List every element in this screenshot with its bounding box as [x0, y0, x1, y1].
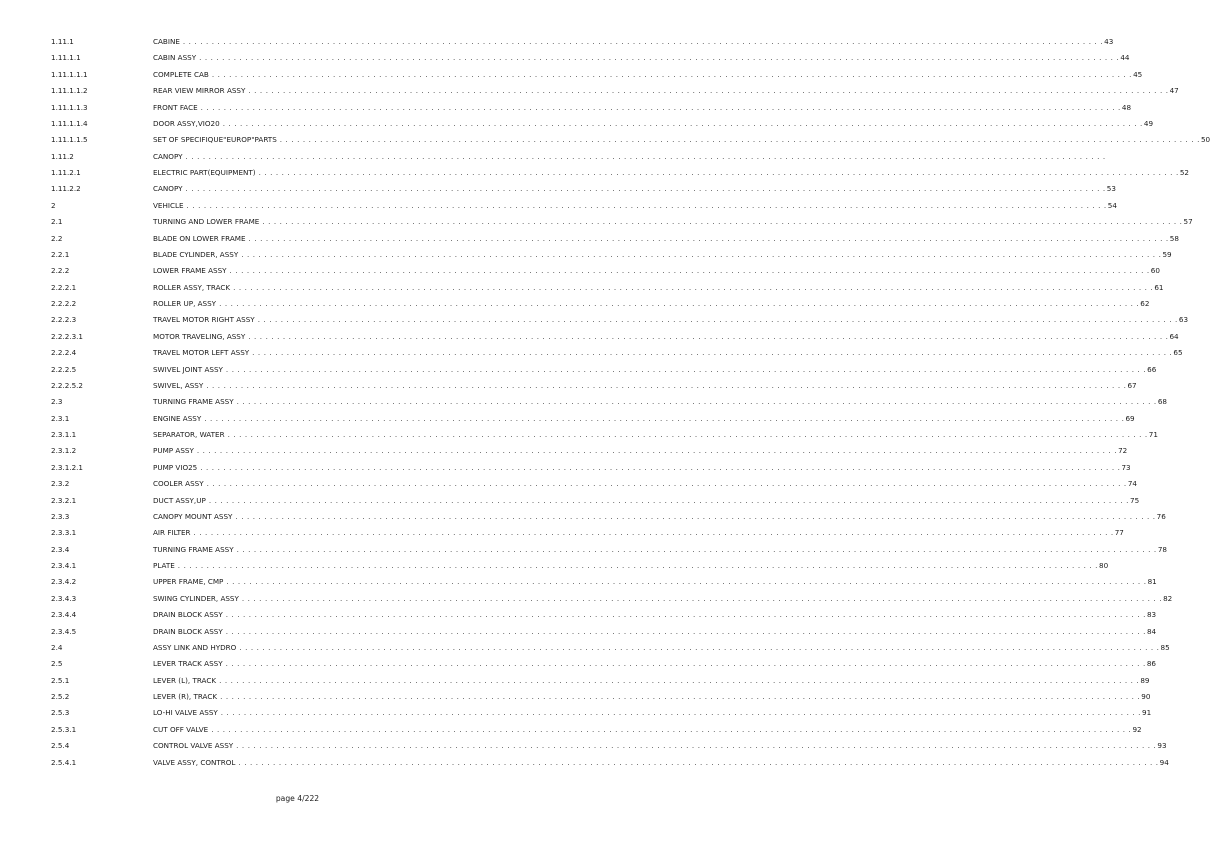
- toc-row[interactable]: [0, 198, 1117, 214]
- toc-page-number: 44: [1120, 53, 1130, 63]
- toc-section-number: 2.2: [51, 233, 63, 243]
- toc-section-title: CANOPY: [153, 184, 183, 194]
- toc-row[interactable]: [0, 705, 1152, 721]
- toc-page-number: 62: [1140, 299, 1150, 308]
- toc-section-title: PUMP VIO25: [153, 462, 198, 472]
- toc-section-title: CABINE: [153, 37, 180, 46]
- toc-section-number: 1.11.2.1: [51, 168, 81, 177]
- toc-row[interactable]: [0, 722, 1142, 738]
- toc-dot-leader: . . . . . . . . . . . . . . . . . . . . . . . . . . . . . . . . . . . . . . . . . . . . . . . . . . . . . . . . . . . . . . . . . . . . . . . . . . . . . . . . . . . . . . . . . . . . . . . . . . . . . . . . . . . . . . . . . . . . . . . . . . . . . . . . . . . . . . . . . . . . . . . . . . . . . . . . . . . . . . . .: [241, 249, 1162, 259]
- toc-row[interactable]: [0, 50, 1130, 66]
- toc-section-number: 1.11.1.1.3: [51, 102, 88, 112]
- toc-dot-leader: . . . . . . . . . . . . . . . . . . . . . . . . . . . . . . . . . . . . . . . . . . . . . . . . . . . . . . . . . . . . . . . . . . . . . . . . . . . . . . . . . . . . . . . . . . . . . . . . . . . . . . . . . . . . . . . . . . . . . . . . . . . . . . . . . . . . . . . . . . . . . . . . . . . . . . . . . . . . . . . .: [177, 561, 1099, 570]
- toc-dot-leader: . . . . . . . . . . . . . . . . . . . . . . . . . . . . . . . . . . . . . . . . . . . . . . . . . . . . . . . . . . . . . . . . . . . . . . . . . . . . . . . . . . . . . . . . . . . . . . . . . . . . . . . . . . . . . . . . . . . . . . . . . . . . . . . . . . . . . . . . . . . . . . . . . . . . . . . . . . . . . . . .: [211, 724, 1132, 734]
- toc-page-number: 72: [1118, 446, 1128, 456]
- toc-section-title: MOTOR TRAVELING, ASSY: [153, 331, 246, 341]
- toc-row[interactable]: [0, 542, 1167, 558]
- toc-row[interactable]: [0, 247, 1172, 263]
- toc-dot-leader: . . . . . . . . . . . . . . . . . . . . . . . . . . . . . . . . . . . . . . . . . . . . . . . . . . . . . . . . . . . . . . . . . . . . . . . . . . . . . . . . . . . . . . . . . . . . . . . . . . . . . . . . . . . . . . . . . . . . . . . . . . . . . . . . . . . . . . . . . . . . . . . . . . . . . . . . . . . . . . . .: [222, 118, 1143, 128]
- toc-page-number: 66: [1147, 364, 1157, 374]
- toc-entry: [153, 542, 1167, 558]
- toc-section-title: BLADE CYLINDER, ASSY: [153, 249, 239, 259]
- toc-page-number: 60: [1150, 266, 1160, 276]
- toc-section-number: 2.2.2: [51, 266, 70, 276]
- toc-entry: [153, 493, 1140, 509]
- toc-page-number: 76: [1156, 511, 1166, 521]
- toc-page-number: 69: [1125, 413, 1135, 423]
- toc-entry: [153, 280, 1164, 296]
- toc-page-number: 89: [1140, 675, 1150, 685]
- toc-section-number: 2.3.4: [51, 544, 70, 554]
- toc-page-number: 61: [1154, 282, 1164, 292]
- toc-page-number: 58: [1169, 233, 1179, 243]
- toc-section-number: 2.3.2.1: [51, 495, 77, 505]
- toc-row[interactable]: [0, 149, 1106, 165]
- toc-entry: [153, 640, 1170, 656]
- toc-section-title: LO-HI VALVE ASSY: [153, 708, 218, 718]
- toc-dot-leader: . . . . . . . . . . . . . . . . . . . . . . . . . . . . . . . . . . . . . . . . . . . . . . . . . . . . . . . . . . . . . . . . . . . . . . . . . . . . . . . . . . . . . . . . . . . . . . . . . . . . . . . . . . . . . . . . . . . . . . . . . . . . . . . . . . . . . . . . . . . . . . . . . . . . . . . . . . . . . . . .: [227, 430, 1148, 439]
- toc-entry: [153, 296, 1150, 312]
- toc-section-number: 1.11.1.1.2: [51, 86, 88, 96]
- toc-dot-leader: . . . . . . . . . . . . . . . . . . . . . . . . . . . . . . . . . . . . . . . . . . . . . . . . . . . . . . . . . . . . . . . . . . . . . . . . . . . . . . . . . . . . . . . . . . . . . . . . . . . . . . . . . . . . . . . . . . . . . . . . . . . . . . . . . . . . . . . . . . . . . . . . . . . . . . . . . . . . . . . .: [208, 495, 1130, 505]
- toc-page-number: 92: [1132, 724, 1142, 734]
- toc-page-number: 71: [1148, 430, 1158, 439]
- toc-dot-leader: . . . . . . . . . . . . . . . . . . . . . . . . . . . . . . . . . . . . . . . . . . . . . . . . . . . . . . . . . . . . . . . . . . . . . . . . . . . . . . . . . . . . . . . . . . . . . . . . . . . . . . . . . . . . . . . . . . . . . . . . . . . . . . . . . . . . . . . . . . . . . . . . . . . . . . . . . . . . . . . .: [248, 331, 1169, 341]
- toc-dot-leader: . . . . . . . . . . . . . . . . . . . . . . . . . . . . . . . . . . . . . . . . . . . . . . . . . . . . . . . . . . . . . . . . . . . . . . . . . . . . . . . . . . . . . . . . . . . . . . . . . . . . . . . . . . . . . . . . . . . . . . . . . . . . . . . . . . . . . . . . . . . . . . . . . . . . . . . . . . . . . . . .: [219, 675, 1140, 685]
- toc-page-number: 49: [1143, 118, 1154, 128]
- toc-row[interactable]: [0, 362, 1157, 378]
- toc-entry: [153, 247, 1172, 263]
- toc-entry: [153, 705, 1152, 721]
- toc-entry: [153, 67, 1143, 83]
- toc-section-title: DRAIN BLOCK ASSY: [153, 626, 223, 636]
- toc-section-title: COOLER ASSY: [153, 479, 204, 489]
- toc-page-number: 85: [1160, 642, 1170, 652]
- toc-row[interactable]: [0, 427, 1158, 443]
- toc-section-number: 1.11.1: [51, 37, 74, 46]
- toc-row[interactable]: [0, 329, 1179, 345]
- toc-row[interactable]: [0, 460, 1131, 476]
- toc-entry: [153, 181, 1116, 197]
- toc-row[interactable]: [0, 312, 1189, 328]
- toc-entry: [153, 132, 1210, 148]
- toc-dot-leader: . . . . . . . . . . . . . . . . . . . . . . . . . . . . . . . . . . . . . . . . . . . . . . . . . . . . . . . . . . . . . . . . . . . . . . . . . . . . . . . . . . . . . . . . . . . . . . . . . . . . . . . . . . . . . . . . . . . . . . . . . . . . . . . . . . . . . . . . . . . . . . . . . . . . . . . . . . . . . . . .: [225, 610, 1146, 620]
- toc-section-title: LOWER FRAME ASSY: [153, 266, 227, 276]
- toc-row[interactable]: [0, 100, 1132, 116]
- toc-entry: [153, 738, 1167, 754]
- toc-page-number: 45: [1133, 69, 1143, 79]
- toc-page-number: 47: [1169, 86, 1179, 96]
- page-number-footer: page 4/222: [275, 794, 320, 803]
- toc-dot-leader: . . . . . . . . . . . . . . . . . . . . . . . . . . . . . . . . . . . . . . . . . . . . . . . . . . . . . . . . . . . . . . . . . . . . . . . . . . . . . . . . . . . . . . . . . . . . . . . . . . . . . . . . . . . . . . . . . . . . . . . . . . . . . . . . . . . . . . . . . . . . . . . . . . . . . . . . . . . . . . . .: [226, 577, 1147, 587]
- toc-entry: [153, 214, 1193, 230]
- toc-row[interactable]: [0, 67, 1143, 83]
- toc-section-number: 2.3.4.5: [51, 626, 77, 636]
- toc-dot-leader: . . . . . . . . . . . . . . . . . . . . . . . . . . . . . . . . . . . . . . . . . . . . . . . . . . . . . . . . . . . . . . . . . . . . . . . . . . . . . . . . . . . . . . . . . . . . . . . . . . . . . . . . . . . . . . . . . . . . . . . . . . . . . . . . . . . . . . . . . . . . . . . . . . . . . . . . . . . . . . . .: [196, 446, 1118, 456]
- toc-section-number: 2.5.2: [51, 692, 70, 701]
- toc-dot-leader: . . . . . . . . . . . . . . . . . . . . . . . . . . . . . . . . . . . . . . . . . . . . . . . . . . . . . . . . . . . . . . . . . . . . . . . . . . . . . . . . . . . . . . . . . . . . . . . . . . . . . . . . . . . . . . . . . . . . . . . . . . . . . . . . . . . . . . . . . . . . . . . . . . . . . . . . . . . . . . . .: [235, 511, 1156, 521]
- toc-row[interactable]: [0, 574, 1157, 590]
- toc-section-number: 2.2.2.3: [51, 315, 77, 325]
- toc-dot-leader: . . . . . . . . . . . . . . . . . . . . . . . . . . . . . . . . . . . . . . . . . . . . . . . . . . . . . . . . . . . . . . . . . . . . . . . . . . . . . . . . . . . . . . . . . . . . . . . . . . . . . . . . . . . . . . . . . . . . . . . . . . . . . . . . . . . . . . . . . . . . . . . . . . . . . . . . . . . . . . . .: [185, 151, 1106, 161]
- toc-section-number: 2.2.2.4: [51, 348, 77, 358]
- toc-section-number: 2.5: [51, 659, 63, 669]
- toc-dot-leader: . . . . . . . . . . . . . . . . . . . . . . . . . . . . . . . . . . . . . . . . . . . . . . . . . . . . . . . . . . . . . . . . . . . . . . . . . . . . . . . . . . . . . . . . . . . . . . . . . . . . . . . . . . . . . . . . . . . . . . . . . . . . . . . . . . . . . . . . . . . . . . . . . . . . . . . . . . . . . . . .: [200, 462, 1121, 472]
- toc-section-number: 2.3.1.2.1: [51, 462, 84, 472]
- toc-dot-leader: . . . . . . . . . . . . . . . . . . . . . . . . . . . . . . . . . . . . . . . . . . . . . . . . . . . . . . . . . . . . . . . . . . . . . . . . . . . . . . . . . . . . . . . . . . . . . . . . . . . . . . . . . . . . . . . . . . . . . . . . . . . . . . . . . . . . . . . . . . . . . . . . . . . . . . . . . . . . . . . .: [211, 69, 1133, 79]
- toc-row[interactable]: [0, 755, 1169, 771]
- toc-section-title: CABIN ASSY: [153, 53, 197, 63]
- toc-page-number: 73: [1121, 462, 1131, 472]
- toc-entry: [153, 509, 1166, 525]
- toc-entry: [153, 165, 1189, 181]
- toc-row[interactable]: [0, 116, 1154, 132]
- toc-dot-leader: . . . . . . . . . . . . . . . . . . . . . . . . . . . . . . . . . . . . . . . . . . . . . . . . . . . . . . . . . . . . . . . . . . . . . . . . . . . . . . . . . . . . . . . . . . . . . . . . . . . . . . . . . . . . . . . . . . . . . . . . . . . . . . . . . . . . . . . . . . . . . . . . . . . . . . . . . . . . . . . .: [204, 413, 1125, 423]
- toc-page-number: 93: [1157, 741, 1167, 751]
- toc-row[interactable]: [0, 345, 1183, 361]
- toc-dot-leader: . . . . . . . . . . . . . . . . . . . . . . . . . . . . . . . . . . . . . . . . . . . . . . . . . . . . . . . . . . . . . . . . . . . . . . . . . . . . . . . . . . . . . . . . . . . . . . . . . . . . . . . . . . . . . . . . . . . . . . . . . . . . . . . . . . . . . . . . . . . . . . . . . . . . . . . . . . . . . . . .: [238, 757, 1159, 767]
- toc-row[interactable]: [0, 738, 1167, 754]
- toc-section-title: ENGINE ASSY: [153, 413, 202, 423]
- toc-dot-leader: . . . . . . . . . . . . . . . . . . . . . . . . . . . . . . . . . . . . . . . . . . . . . . . . . . . . . . . . . . . . . . . . . . . . . . . . . . . . . . . . . . . . . . . . . . . . . . . . . . . . . . . . . . . . . . . . . . . . . . . . . . . . . . . . . . . . . . . . . . . . . . . . . . . . . . . . . . . . . . . .: [252, 348, 1173, 358]
- toc-section-title: SWIVEL, ASSY: [153, 380, 204, 390]
- toc-section-number: 2.2.2.5.2: [51, 380, 84, 390]
- toc-page-number: 86: [1146, 659, 1156, 669]
- toc-page-number: 82: [1163, 593, 1173, 603]
- toc-page-number: 75: [1130, 495, 1140, 505]
- toc-page-number: 91: [1142, 708, 1152, 718]
- toc-row[interactable]: [0, 231, 1179, 247]
- toc-row[interactable]: [0, 214, 1193, 230]
- toc-section-number: 2.2.2.5: [51, 364, 77, 374]
- toc-dot-leader: . . . . . . . . . . . . . . . . . . . . . . . . . . . . . . . . . . . . . . . . . . . . . . . . . . . . . . . . . . . . . . . . . . . . . . . . . . . . . . . . . . . . . . . . . . . . . . . . . . . . . . . . . . . . . . . . . . . . . . . . . . . . . . . . . . . . . . . . . . . . . . . . . . . . . . . . . . . . . . . .: [262, 217, 1183, 227]
- toc-row[interactable]: [0, 493, 1140, 509]
- toc-section-title: SWING CYLINDER, ASSY: [153, 593, 239, 603]
- toc-section-title: DOOR ASSY,VIO20: [153, 118, 220, 128]
- toc-entry: [153, 689, 1151, 705]
- toc-section-title: TRAVEL MOTOR LEFT ASSY: [153, 348, 250, 358]
- toc-dot-leader: . . . . . . . . . . . . . . . . . . . . . . . . . . . . . . . . . . . . . . . . . . . . . . . . . . . . . . . . . . . . . . . . . . . . . . . . . . . . . . . . . . . . . . . . . . . . . . . . . . . . . . . . . . . . . . . . . . . . . . . . . . . . . . . . . . . . . . . . . . . . . . . . . . . . . . . . . . . . . . . .: [219, 299, 1140, 308]
- toc-section-title: BLADE ON LOWER FRAME: [153, 233, 246, 243]
- toc-section-title: SEPARATOR, WATER: [153, 430, 225, 439]
- toc-section-title: REAR VIEW MIRROR ASSY: [153, 86, 246, 96]
- toc-entry: [153, 525, 1124, 541]
- toc-entry: [153, 673, 1150, 689]
- toc-section-number: 2.4: [51, 642, 63, 652]
- toc-entry: [153, 394, 1167, 410]
- toc-section-title: TRAVEL MOTOR RIGHT ASSY: [153, 315, 255, 325]
- toc-page-number: 64: [1169, 331, 1179, 341]
- toc-section-number: 2.3.4.2: [51, 577, 77, 587]
- toc-row[interactable]: [0, 591, 1173, 607]
- toc-dot-leader: . . . . . . . . . . . . . . . . . . . . . . . . . . . . . . . . . . . . . . . . . . . . . . . . . . . . . . . . . . . . . . . . . . . . . . . . . . . . . . . . . . . . . . . . . . . . . . . . . . . . . . . . . . . . . . . . . . . . . . . . . . . . . . . . . . . . . . . . . . . . . . . . . . . . . . . . . . . . . . . .: [206, 380, 1127, 390]
- toc-section-title: PUMP ASSY: [153, 446, 194, 456]
- toc-dot-leader: . . . . . . . . . . . . . . . . . . . . . . . . . . . . . . . . . . . . . . . . . . . . . . . . . . . . . . . . . . . . . . . . . . . . . . . . . . . . . . . . . . . . . . . . . . . . . . . . . . . . . . . . . . . . . . . . . . . . . . . . . . . . . . . . . . . . . . . . . . . . . . . . . . . . . . . . . . . . . . . .: [193, 528, 1114, 538]
- toc-entry: [153, 50, 1130, 66]
- toc-row[interactable]: [0, 509, 1166, 525]
- toc-section-number: 2.5.4.1: [51, 757, 77, 767]
- toc-row[interactable]: [0, 443, 1128, 459]
- toc-page-number: 48: [1121, 102, 1132, 112]
- toc-row[interactable]: [0, 378, 1137, 394]
- toc-dot-leader: . . . . . . . . . . . . . . . . . . . . . . . . . . . . . . . . . . . . . . . . . . . . . . . . . . . . . . . . . . . . . . . . . . . . . . . . . . . . . . . . . . . . . . . . . . . . . . . . . . . . . . . . . . . . . . . . . . . . . . . . . . . . . . . . . . . . . . . . . . . . . . . . . . . . . . . . . . . . . . . .: [239, 642, 1160, 652]
- toc-page-number: 94: [1159, 757, 1169, 767]
- toc-entry: [153, 362, 1157, 378]
- toc-row[interactable]: [0, 394, 1167, 410]
- toc-dot-leader: . . . . . . . . . . . . . . . . . . . . . . . . . . . . . . . . . . . . . . . . . . . . . . . . . . . . . . . . . . . . . . . . . . . . . . . . . . . . . . . . . . . . . . . . . . . . . . . . . . . . . . . . . . . . . . . . . . . . . . . . . . . . . . . . . . . . . . . . . . . . . . . . . . . . . . . . . . . . . . . .: [257, 315, 1178, 325]
- toc-section-number: 2: [51, 200, 56, 210]
- toc-page-number: 90: [1141, 692, 1151, 701]
- toc-row[interactable]: [0, 34, 1114, 50]
- toc-row[interactable]: [0, 263, 1160, 279]
- toc-page-number: 52: [1179, 168, 1189, 177]
- toc-row[interactable]: [0, 689, 1151, 705]
- toc-entry: [153, 378, 1137, 394]
- toc-dot-leader: . . . . . . . . . . . . . . . . . . . . . . . . . . . . . . . . . . . . . . . . . . . . . . . . . . . . . . . . . . . . . . . . . . . . . . . . . . . . . . . . . . . . . . . . . . . . . . . . . . . . . . . . . . . . . . . . . . . . . . . . . . . . . . . . . . . . . . . . . . . . . . . . . . . . . . . . . . . . . . . .: [199, 53, 1120, 63]
- toc-section-number: 1.11.1.1: [51, 53, 81, 63]
- toc-row[interactable]: [0, 280, 1164, 296]
- toc-dot-leader: . . . . . . . . . . . . . . . . . . . . . . . . . . . . . . . . . . . . . . . . . . . . . . . . . . . . . . . . . . . . . . . . . . . . . . . . . . . . . . . . . . . . . . . . . . . . . . . . . . . . . . . . . . . . . . . . . . . . . . . . . . . . . . . . . . . . . . . . . . . . . . . . . . . . . . . . . . . . . . . .: [233, 282, 1154, 292]
- toc-section-number: 2.2.2.3.1: [51, 331, 84, 341]
- toc-dot-leader: . . . . . . . . . . . . . . . . . . . . . . . . . . . . . . . . . . . . . . . . . . . . . . . . . . . . . . . . . . . . . . . . . . . . . . . . . . . . . . . . . . . . . . . . . . . . . . . . . . . . . . . . . . . . . . . . . . . . . . . . . . . . . . . . . . . . . . . . . . . . . . . . . . . . . . . . . . . . . . . .: [236, 741, 1157, 751]
- toc-entry: [153, 443, 1128, 459]
- toc-dot-leader: . . . . . . . . . . . . . . . . . . . . . . . . . . . . . . . . . . . . . . . . . . . . . . . . . . . . . . . . . . . . . . . . . . . . . . . . . . . . . . . . . . . . . . . . . . . . . . . . . . . . . . . . . . . . . . . . . . . . . . . . . . . . . . . . . . . . . . . . . . . . . . . . . . . . . . . . . . . . . . . .: [220, 692, 1141, 701]
- toc-section-title: DUCT ASSY,UP: [153, 495, 206, 505]
- toc-section-number: 2.2.2.2: [51, 299, 77, 308]
- toc-page-number: 57: [1183, 217, 1193, 227]
- toc-row[interactable]: [0, 624, 1157, 640]
- toc-section-title: VEHICLE: [153, 200, 184, 210]
- toc-entry: [153, 755, 1169, 771]
- toc-section-number: 2.2.1: [51, 249, 70, 259]
- toc-section-number: 1.11.1.1.1: [51, 69, 88, 79]
- toc-row[interactable]: [0, 673, 1150, 689]
- toc-section-number: 2.3.1.1: [51, 430, 77, 439]
- toc-row[interactable]: [0, 558, 1109, 574]
- toc-section-number: 2.3.4.1: [51, 561, 77, 570]
- toc-section-number: 2.3.3: [51, 511, 70, 521]
- toc-entry: [153, 34, 1114, 50]
- toc-page-number: 83: [1146, 610, 1157, 620]
- toc-dot-leader: . . . . . . . . . . . . . . . . . . . . . . . . . . . . . . . . . . . . . . . . . . . . . . . . . . . . . . . . . . . . . . . . . . . . . . . . . . . . . . . . . . . . . . . . . . . . . . . . . . . . . . . . . . . . . . . . . . . . . . . . . . . . . . . . . . . . . . . . . . . . . . . . . . . . . . . . . . . . . . . .: [225, 364, 1147, 374]
- toc-section-title: TURNING FRAME ASSY: [153, 397, 234, 407]
- toc-row[interactable]: [0, 476, 1137, 492]
- toc-dot-leader: . . . . . . . . . . . . . . . . . . . . . . . . . . . . . . . . . . . . . . . . . . . . . . . . . . . . . . . . . . . . . . . . . . . . . . . . . . . . . . . . . . . . . . . . . . . . . . . . . . . . . . . . . . . . . . . . . . . . . . . . . . . . . . . . . . . . . . . . . . . . . . . . . . . . . . . . . . . . . . . .: [220, 708, 1141, 718]
- toc-entry: [153, 83, 1179, 99]
- toc-section-number: 2.3: [51, 397, 63, 407]
- toc-row[interactable]: [0, 165, 1189, 181]
- toc-section-title: UPPER FRAME, CMP: [153, 577, 224, 587]
- toc-dot-leader: . . . . . . . . . . . . . . . . . . . . . . . . . . . . . . . . . . . . . . . . . . . . . . . . . . . . . . . . . . . . . . . . . . . . . . . . . . . . . . . . . . . . . . . . . . . . . . . . . . . . . . . . . . . . . . . . . . . . . . . . . . . . . . . . . . . . . . . . . . . . . . . . . . . . . . . . . . . . . . . .: [229, 266, 1150, 276]
- toc-dot-leader: . . . . . . . . . . . . . . . . . . . . . . . . . . . . . . . . . . . . . . . . . . . . . . . . . . . . . . . . . . . . . . . . . . . . . . . . . . . . . . . . . . . . . . . . . . . . . . . . . . . . . . . . . . . . . . . . . . . . . . . . . . . . . . . . . . . . . . . . . . . . . . . . . . . . . . . . . . . . . . . .: [186, 200, 1107, 210]
- toc-dot-leader: . . . . . . . . . . . . . . . . . . . . . . . . . . . . . . . . . . . . . . . . . . . . . . . . . . . . . . . . . . . . . . . . . . . . . . . . . . . . . . . . . . . . . . . . . . . . . . . . . . . . . . . . . . . . . . . . . . . . . . . . . . . . . . . . . . . . . . . . . . . . . . . . . . . . . . . . . . . . . . . .: [206, 479, 1127, 489]
- toc-entry: [153, 656, 1156, 672]
- toc-page-number: 50: [1200, 135, 1210, 145]
- toc-entry: [153, 231, 1179, 247]
- toc-entry: [153, 574, 1157, 590]
- toc-page-number: 78: [1157, 544, 1167, 554]
- toc-section-title: CUT OFF VALVE: [153, 724, 209, 734]
- toc-dot-leader: . . . . . . . . . . . . . . . . . . . . . . . . . . . . . . . . . . . . . . . . . . . . . . . . . . . . . . . . . . . . . . . . . . . . . . . . . . . . . . . . . . . . . . . . . . . . . . . . . . . . . . . . . . . . . . . . . . . . . . . . . . . . . . . . . . . . . . . . . . . . . . . . . . . . . . . . . . . . . . . .: [279, 135, 1200, 145]
- toc-entry: [153, 149, 1106, 165]
- toc-section-number: 2.3.4.3: [51, 593, 77, 603]
- toc-entry: [153, 476, 1137, 492]
- toc-dot-leader: . . . . . . . . . . . . . . . . . . . . . . . . . . . . . . . . . . . . . . . . . . . . . . . . . . . . . . . . . . . . . . . . . . . . . . . . . . . . . . . . . . . . . . . . . . . . . . . . . . . . . . . . . . . . . . . . . . . . . . . . . . . . . . . . . . . . . . . . . . . . . . . . . . . . . . . . . . . . . . . .: [258, 168, 1179, 177]
- toc-section-title: LEVER (R), TRACK: [153, 692, 218, 701]
- toc-section-number: 2.2.2.1: [51, 282, 77, 292]
- toc-row[interactable]: [0, 132, 1210, 148]
- toc-entry: [153, 263, 1160, 279]
- toc-section-number: 2.5.3: [51, 708, 70, 718]
- toc-entry: [153, 198, 1117, 214]
- toc-entry: [153, 116, 1154, 132]
- toc-section-number: 2.3.1.2: [51, 446, 77, 456]
- toc-page-number: 80: [1099, 561, 1109, 570]
- toc-section-number: 2.3.3.1: [51, 528, 77, 538]
- toc-page-number: 74: [1127, 479, 1137, 489]
- toc-page-number: 65: [1173, 348, 1183, 358]
- toc-dot-leader: . . . . . . . . . . . . . . . . . . . . . . . . . . . . . . . . . . . . . . . . . . . . . . . . . . . . . . . . . . . . . . . . . . . . . . . . . . . . . . . . . . . . . . . . . . . . . . . . . . . . . . . . . . . . . . . . . . . . . . . . . . . . . . . . . . . . . . . . . . . . . . . . . . . . . . . . . . . . . . . .: [225, 659, 1146, 669]
- toc-row[interactable]: [0, 411, 1135, 427]
- toc-entry: [153, 722, 1142, 738]
- toc-dot-leader: . . . . . . . . . . . . . . . . . . . . . . . . . . . . . . . . . . . . . . . . . . . . . . . . . . . . . . . . . . . . . . . . . . . . . . . . . . . . . . . . . . . . . . . . . . . . . . . . . . . . . . . . . . . . . . . . . . . . . . . . . . . . . . . . . . . . . . . . . . . . . . . . . . . . . . . . . . . . . . . .: [200, 102, 1121, 112]
- toc-entry: [153, 427, 1158, 443]
- toc-entry: [153, 607, 1157, 623]
- toc-row[interactable]: [0, 640, 1170, 656]
- toc-page-number: 43: [1104, 37, 1114, 46]
- toc-section-title: SWIVEL JOINT ASSY: [153, 364, 223, 374]
- toc-section-title: CANOPY: [153, 151, 183, 161]
- toc-entry: [153, 624, 1157, 640]
- toc-section-title: TURNING FRAME ASSY: [153, 544, 234, 554]
- toc-section-number: 2.5.3.1: [51, 724, 77, 734]
- toc-section-title: ROLLER UP, ASSY: [153, 299, 217, 308]
- toc-entry: [153, 591, 1173, 607]
- toc-section-title: FRONT FACE: [153, 102, 198, 112]
- toc-dot-leader: . . . . . . . . . . . . . . . . . . . . . . . . . . . . . . . . . . . . . . . . . . . . . . . . . . . . . . . . . . . . . . . . . . . . . . . . . . . . . . . . . . . . . . . . . . . . . . . . . . . . . . . . . . . . . . . . . . . . . . . . . . . . . . . . . . . . . . . . . . . . . . . . . . . . . . . . . . . . . . . .: [182, 37, 1104, 46]
- toc-page-number: 54: [1107, 200, 1117, 210]
- toc-page-number: 68: [1157, 397, 1167, 407]
- toc-row[interactable]: [0, 83, 1179, 99]
- toc-section-title: SET OF SPECIFIQUE"EUROP"PARTS: [153, 135, 277, 145]
- toc-section-title: LEVER TRACK ASSY: [153, 659, 223, 669]
- toc-entry: [153, 460, 1131, 476]
- toc-section-title: DRAIN BLOCK ASSY: [153, 610, 223, 620]
- toc-row[interactable]: [0, 181, 1116, 197]
- toc-section-title: ELECTRIC PART(EQUIPMENT): [153, 168, 256, 177]
- toc-row[interactable]: [0, 656, 1156, 672]
- toc-section-number: 2.1: [51, 217, 63, 227]
- toc-dot-leader: . . . . . . . . . . . . . . . . . . . . . . . . . . . . . . . . . . . . . . . . . . . . . . . . . . . . . . . . . . . . . . . . . . . . . . . . . . . . . . . . . . . . . . . . . . . . . . . . . . . . . . . . . . . . . . . . . . . . . . . . . . . . . . . . . . . . . . . . . . . . . . . . . . . . . . . . . . . . . . . .: [225, 626, 1146, 636]
- toc-section-number: 2.3.4.4: [51, 610, 77, 620]
- toc-section-title: VALVE ASSY, CONTROL: [153, 757, 236, 767]
- toc-section-number: 1.11.2.2: [51, 184, 81, 194]
- toc-section-title: PLATE: [153, 561, 175, 570]
- toc-dot-leader: . . . . . . . . . . . . . . . . . . . . . . . . . . . . . . . . . . . . . . . . . . . . . . . . . . . . . . . . . . . . . . . . . . . . . . . . . . . . . . . . . . . . . . . . . . . . . . . . . . . . . . . . . . . . . . . . . . . . . . . . . . . . . . . . . . . . . . . . . . . . . . . . . . . . . . . . . . . . . . . .: [185, 184, 1106, 194]
- toc-page-number: 59: [1162, 249, 1172, 259]
- toc-dot-leader: . . . . . . . . . . . . . . . . . . . . . . . . . . . . . . . . . . . . . . . . . . . . . . . . . . . . . . . . . . . . . . . . . . . . . . . . . . . . . . . . . . . . . . . . . . . . . . . . . . . . . . . . . . . . . . . . . . . . . . . . . . . . . . . . . . . . . . . . . . . . . . . . . . . . . . . . . . . . . . . .: [248, 233, 1169, 243]
- toc-entry: [153, 100, 1132, 116]
- toc-section-title: COMPLETE CAB: [153, 69, 209, 79]
- toc-page-number: 63: [1178, 315, 1189, 325]
- toc-entry: [153, 411, 1135, 427]
- toc-entry: [153, 558, 1109, 574]
- toc-section-title: LEVER (L), TRACK: [153, 675, 217, 685]
- toc-dot-leader: . . . . . . . . . . . . . . . . . . . . . . . . . . . . . . . . . . . . . . . . . . . . . . . . . . . . . . . . . . . . . . . . . . . . . . . . . . . . . . . . . . . . . . . . . . . . . . . . . . . . . . . . . . . . . . . . . . . . . . . . . . . . . . . . . . . . . . . . . . . . . . . . . . . . . . . . . . . . . . . .: [236, 397, 1157, 407]
- toc-dot-leader: . . . . . . . . . . . . . . . . . . . . . . . . . . . . . . . . . . . . . . . . . . . . . . . . . . . . . . . . . . . . . . . . . . . . . . . . . . . . . . . . . . . . . . . . . . . . . . . . . . . . . . . . . . . . . . . . . . . . . . . . . . . . . . . . . . . . . . . . . . . . . . . . . . . . . . . . . . . . . . . .: [241, 593, 1163, 603]
- toc-section-number: 2.3.1: [51, 413, 70, 423]
- toc-entry: [153, 345, 1183, 361]
- toc-section-number: 2.3.2: [51, 479, 70, 489]
- toc-section-title: CONTROL VALVE ASSY: [153, 741, 234, 751]
- table-of-contents: [0, 34, 1210, 771]
- toc-page-number: 53: [1106, 184, 1116, 194]
- toc-row[interactable]: [0, 525, 1124, 541]
- toc-section-number: 2.5.4: [51, 741, 70, 751]
- toc-dot-leader: . . . . . . . . . . . . . . . . . . . . . . . . . . . . . . . . . . . . . . . . . . . . . . . . . . . . . . . . . . . . . . . . . . . . . . . . . . . . . . . . . . . . . . . . . . . . . . . . . . . . . . . . . . . . . . . . . . . . . . . . . . . . . . . . . . . . . . . . . . . . . . . . . . . . . . . . . . . . . . . .: [248, 86, 1169, 96]
- toc-section-number: 1.11.1.1.4: [51, 118, 88, 128]
- toc-section-title: AIR FILTER: [153, 528, 191, 538]
- toc-section-title: ROLLER ASSY, TRACK: [153, 282, 231, 292]
- toc-dot-leader: . . . . . . . . . . . . . . . . . . . . . . . . . . . . . . . . . . . . . . . . . . . . . . . . . . . . . . . . . . . . . . . . . . . . . . . . . . . . . . . . . . . . . . . . . . . . . . . . . . . . . . . . . . . . . . . . . . . . . . . . . . . . . . . . . . . . . . . . . . . . . . . . . . . . . . . . . . . . . . . .: [236, 544, 1157, 554]
- toc-entry: [153, 312, 1189, 328]
- toc-page-number: 77: [1114, 528, 1124, 538]
- toc-section-title: CANOPY MOUNT ASSY: [153, 511, 233, 521]
- toc-section-number: 1.11.2: [51, 151, 74, 161]
- toc-page-number: 84: [1146, 626, 1157, 636]
- toc-section-title: TURNING AND LOWER FRAME: [153, 217, 260, 227]
- toc-page-number: 67: [1127, 380, 1137, 390]
- toc-row[interactable]: [0, 296, 1150, 312]
- toc-page-number: 81: [1147, 577, 1157, 587]
- toc-row[interactable]: [0, 607, 1157, 623]
- toc-section-number: 1.11.1.1.5: [51, 135, 88, 145]
- toc-section-title: ASSY LINK AND HYDRO: [153, 642, 237, 652]
- toc-section-number: 2.5.1: [51, 675, 70, 685]
- toc-entry: [153, 329, 1179, 345]
